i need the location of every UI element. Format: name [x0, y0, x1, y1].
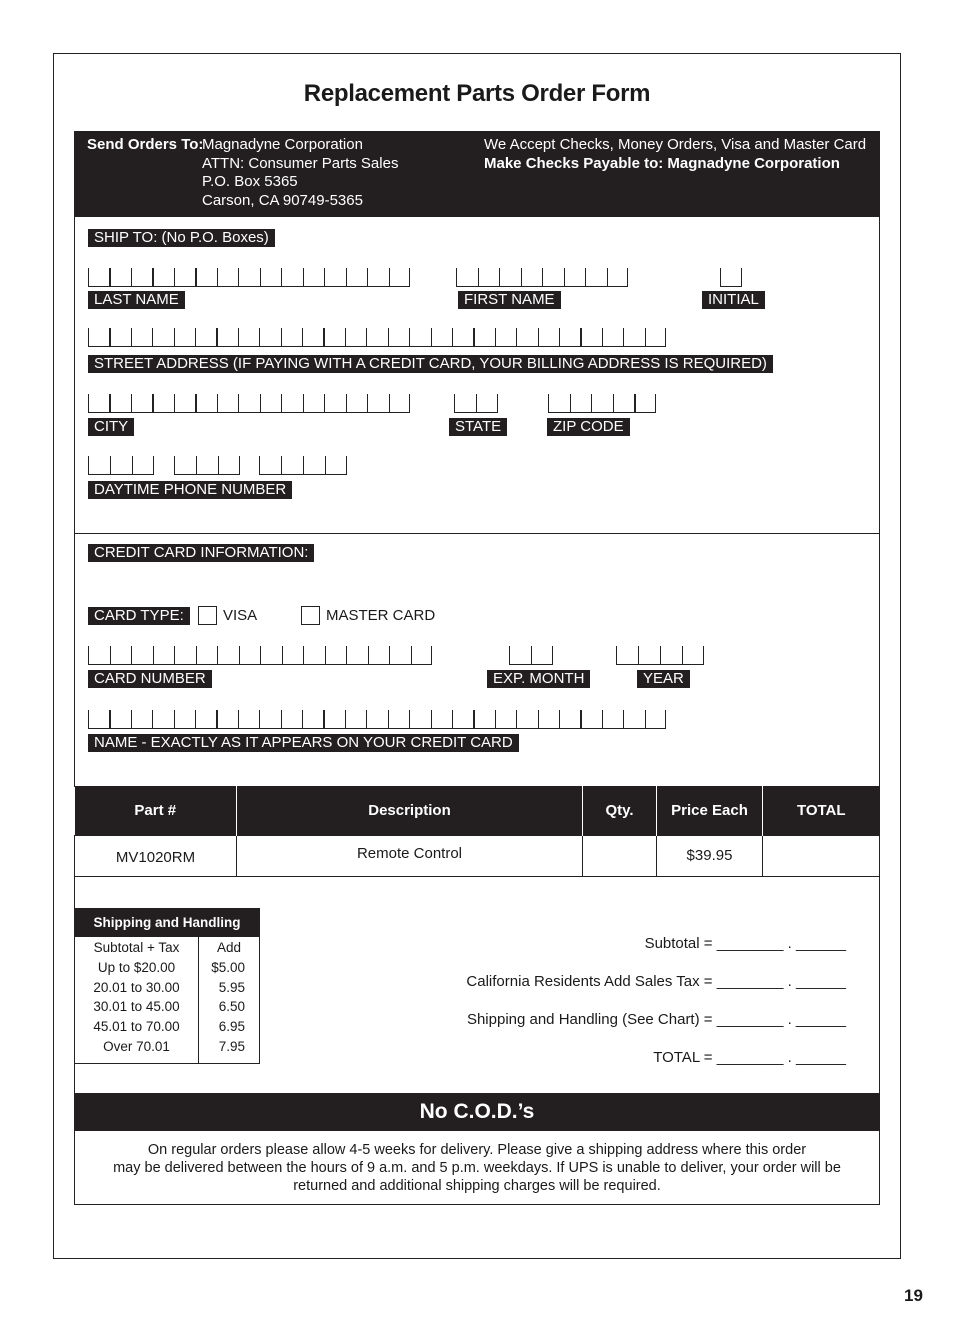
box-divider: [613, 394, 614, 412]
box-divider: [409, 328, 410, 346]
box-divider: [476, 394, 477, 412]
box-divider: [324, 268, 325, 286]
page-title: Replacement Parts Order Form: [303, 80, 651, 107]
notice-line: may be delivered between the hours of 9 a.m. and 5 p.m. weekdays. If UPS is unable to deliver, your order will be: [113, 1160, 841, 1176]
box-divider: [216, 710, 217, 728]
grand-total-line[interactable]: TOTAL = ________ . ______: [653, 1049, 846, 1066]
box-divider: [538, 710, 539, 728]
box-divider: [195, 710, 196, 728]
box-divider: [389, 268, 390, 286]
shipping-add: 7.95: [218, 1038, 245, 1054]
shipping-range: 45.01 to 70.00: [93, 1019, 180, 1035]
box-divider: [196, 646, 197, 664]
phone-line-field[interactable]: [259, 457, 347, 475]
box-divider: [239, 646, 240, 664]
address-line: P.O. Box 5365: [202, 173, 298, 190]
box-divider: [660, 646, 661, 664]
box-divider: [325, 456, 326, 474]
box-divider: [548, 394, 549, 412]
box-divider: [645, 328, 646, 346]
sales-tax-line[interactable]: California Residents Add Sales Tax = ________ . ______: [466, 973, 846, 990]
box-divider: [131, 710, 132, 728]
delivery-notice: [74, 1131, 880, 1205]
box-divider: [452, 710, 453, 728]
box-divider: [282, 646, 283, 664]
box-divider: [260, 394, 261, 412]
box-divider: [509, 646, 510, 664]
box-divider: [366, 328, 367, 346]
box-divider: [218, 456, 219, 474]
box-divider: [623, 710, 624, 728]
box-divider: [109, 394, 110, 412]
box-divider: [623, 328, 624, 346]
box-divider: [345, 710, 346, 728]
shipping-range-column: [75, 937, 199, 1063]
box-divider: [580, 328, 581, 346]
shipping-range: Over 70.01: [103, 1038, 170, 1054]
box-divider: [174, 328, 175, 346]
box-divider: [499, 268, 500, 286]
box-divider: [431, 646, 432, 664]
box-divider: [456, 268, 457, 286]
box-divider: [217, 394, 218, 412]
payable-to: Make Checks Payable to: Magnadyne Corporation: [484, 154, 840, 172]
part-number-cell: MV1020RM: [75, 835, 237, 876]
box-divider: [495, 328, 496, 346]
box-divider: [195, 268, 196, 286]
phone-area-code-field[interactable]: [88, 457, 154, 475]
state-label: STATE: [449, 418, 507, 436]
shipping-range: 20.01 to 30.00: [93, 979, 180, 995]
box-divider: [260, 646, 261, 664]
box-divider: [346, 456, 347, 474]
exp-month-label: EXP. MONTH: [487, 670, 590, 688]
box-divider: [409, 268, 410, 286]
column-header-price: Price Each: [657, 786, 763, 835]
credit-card-heading: CREDIT CARD INFORMATION:: [88, 544, 314, 562]
box-divider: [174, 456, 175, 474]
box-divider: [741, 268, 742, 286]
box-divider: [302, 328, 303, 346]
column-header-total: TOTAL: [763, 786, 880, 835]
box-divider: [325, 646, 326, 664]
mailing-address: [202, 136, 398, 210]
box-divider: [602, 710, 603, 728]
qty-cell[interactable]: [583, 835, 657, 876]
box-divider: [585, 268, 586, 286]
first-name-label: FIRST NAME: [458, 291, 561, 309]
box-divider: [174, 710, 175, 728]
box-divider: [638, 646, 639, 664]
box-divider: [431, 710, 432, 728]
shipping-handling-chart: [74, 908, 260, 1064]
box-divider: [521, 268, 522, 286]
box-divider: [281, 456, 282, 474]
box-divider: [516, 328, 517, 346]
initial-label: INITIAL: [702, 291, 765, 309]
box-divider: [345, 328, 346, 346]
box-divider: [655, 394, 656, 412]
shipping-add-column: [199, 937, 259, 1063]
box-divider: [281, 268, 282, 286]
box-divider: [682, 646, 683, 664]
box-divider: [153, 456, 154, 474]
box-divider: [409, 710, 410, 728]
shipping-line[interactable]: Shipping and Handling (See Chart) = ________ . ______: [466, 1011, 846, 1028]
box-divider: [110, 646, 111, 664]
initial-field[interactable]: [720, 269, 742, 287]
box-divider: [303, 646, 304, 664]
box-divider: [239, 456, 240, 474]
box-divider: [346, 268, 347, 286]
column-header-description: Description: [237, 786, 583, 835]
box-divider: [260, 268, 261, 286]
box-divider: [389, 646, 390, 664]
cardholder-name-field[interactable]: [88, 711, 666, 729]
box-divider: [238, 710, 239, 728]
visa-checkbox[interactable]: [198, 606, 217, 625]
box-divider: [152, 710, 153, 728]
phone-label: DAYTIME PHONE NUMBER: [88, 481, 292, 499]
price-cell: $39.95: [657, 835, 763, 876]
box-divider: [174, 646, 175, 664]
box-divider: [131, 646, 132, 664]
box-divider: [174, 394, 175, 412]
box-divider: [703, 646, 704, 664]
shipping-add: $5.00: [211, 959, 245, 975]
no-cod-banner: No C.O.D.’s: [74, 1093, 880, 1131]
shipping-range: Up to $20.00: [97, 959, 176, 975]
box-divider: [627, 268, 628, 286]
box-divider: [238, 268, 239, 286]
box-divider: [281, 710, 282, 728]
box-divider: [665, 328, 666, 346]
box-divider: [324, 394, 325, 412]
description-cell: Remote Control: [237, 835, 583, 876]
page-number: 19: [904, 1286, 923, 1305]
box-divider: [109, 268, 110, 286]
send-orders-band: [74, 131, 880, 217]
street-address-label: STREET ADDRESS (IF PAYING WITH A CREDIT CARD, YOUR BILLING ADDRESS IS REQUIRED): [88, 355, 773, 373]
payment-accepted: We Accept Checks, Money Orders, Visa and Master Card: [484, 136, 867, 153]
box-divider: [388, 328, 389, 346]
visa-label: VISA: [223, 607, 258, 624]
box-divider: [303, 394, 304, 412]
box-divider: [88, 710, 89, 728]
table-row: [75, 835, 880, 876]
box-divider: [388, 710, 389, 728]
address-line: Carson, CA 90749-5365: [202, 191, 363, 209]
box-divider: [616, 646, 617, 664]
box-divider: [238, 394, 239, 412]
address-line: Magnadyne Corporation: [202, 136, 363, 153]
box-divider: [367, 268, 368, 286]
box-divider: [152, 394, 153, 412]
city-label: CITY: [88, 418, 134, 436]
box-divider: [259, 328, 260, 346]
box-divider: [196, 456, 197, 474]
box-divider: [131, 328, 132, 346]
box-divider: [131, 268, 132, 286]
shipping-add: 5.95: [218, 979, 245, 995]
card-type-label: CARD TYPE:: [88, 607, 190, 625]
box-divider: [109, 328, 110, 346]
box-divider: [473, 328, 474, 346]
box-divider: [367, 394, 368, 412]
box-divider: [303, 456, 304, 474]
box-divider: [665, 710, 666, 728]
box-divider: [564, 268, 565, 286]
box-divider: [346, 646, 347, 664]
send-orders-label: Send Orders To:: [87, 136, 204, 153]
box-divider: [88, 394, 89, 412]
first-name-field[interactable]: [456, 269, 628, 287]
shipping-col1-header: Subtotal + Tax: [93, 940, 180, 955]
box-divider: [217, 268, 218, 286]
box-divider: [552, 646, 553, 664]
exp-year-label: YEAR: [637, 670, 690, 688]
table-header-row: [75, 786, 880, 835]
box-divider: [602, 328, 603, 346]
credit-card-section: [74, 533, 880, 787]
card-number-field[interactable]: [88, 647, 432, 665]
shipping-handling-heading: Shipping and Handling: [75, 909, 259, 937]
column-header-part: Part #: [75, 786, 237, 835]
box-divider: [538, 328, 539, 346]
notice-line: returned and additional shipping charges will be required.: [293, 1178, 661, 1194]
box-divider: [259, 456, 260, 474]
box-divider: [409, 394, 410, 412]
box-divider: [132, 456, 133, 474]
box-divider: [607, 268, 608, 286]
box-divider: [281, 328, 282, 346]
shipping-add: 6.95: [218, 1019, 245, 1035]
cardholder-name-label: NAME - EXACTLY AS IT APPEARS ON YOUR CREDIT CARD: [88, 734, 519, 752]
box-divider: [303, 268, 304, 286]
city-field[interactable]: [88, 395, 410, 413]
shipping-add: 6.50: [218, 999, 245, 1015]
box-divider: [497, 394, 498, 412]
box-divider: [195, 394, 196, 412]
box-divider: [478, 268, 479, 286]
box-divider: [389, 394, 390, 412]
box-divider: [559, 328, 560, 346]
ship-to-heading: SHIP TO: (No P.O. Boxes): [88, 229, 275, 247]
box-divider: [570, 394, 571, 412]
street-address-field[interactable]: [88, 329, 666, 347]
mastercard-label: MASTER CARD: [326, 607, 436, 624]
state-field[interactable]: [454, 395, 498, 413]
zip-code-field[interactable]: [548, 395, 656, 413]
box-divider: [88, 646, 89, 664]
box-divider: [411, 646, 412, 664]
payment-info: [484, 136, 866, 173]
box-divider: [431, 328, 432, 346]
phone-prefix-field[interactable]: [174, 457, 240, 475]
last-name-label: LAST NAME: [88, 291, 185, 309]
box-divider: [323, 710, 324, 728]
box-divider: [195, 328, 196, 346]
box-divider: [531, 646, 532, 664]
box-divider: [495, 710, 496, 728]
box-divider: [591, 394, 592, 412]
mastercard-checkbox[interactable]: [301, 606, 320, 625]
parts-table: [74, 786, 880, 877]
box-divider: [580, 710, 581, 728]
box-divider: [152, 328, 153, 346]
box-divider: [559, 710, 560, 728]
box-divider: [88, 328, 89, 346]
box-divider: [88, 268, 89, 286]
box-divider: [452, 328, 453, 346]
box-divider: [516, 710, 517, 728]
column-header-qty: Qty.: [583, 786, 657, 835]
box-divider: [174, 268, 175, 286]
notice-line: On regular orders please allow 4-5 weeks for delivery. Please give a shipping address where this order: [147, 1142, 807, 1158]
shipping-col2-header: Add: [216, 940, 242, 955]
box-divider: [542, 268, 543, 286]
exp-year-field[interactable]: [616, 647, 704, 665]
box-divider: [368, 646, 369, 664]
box-divider: [217, 646, 218, 664]
box-divider: [454, 394, 455, 412]
box-divider: [238, 328, 239, 346]
card-number-label: CARD NUMBER: [88, 670, 212, 688]
box-divider: [88, 456, 89, 474]
address-line: ATTN: Consumer Parts Sales: [202, 154, 399, 172]
last-name-field[interactable]: [88, 269, 410, 287]
box-divider: [473, 710, 474, 728]
box-divider: [720, 268, 721, 286]
box-divider: [302, 710, 303, 728]
box-divider: [153, 646, 154, 664]
box-divider: [634, 394, 635, 412]
box-divider: [366, 710, 367, 728]
box-divider: [152, 268, 153, 286]
box-divider: [645, 710, 646, 728]
box-divider: [131, 394, 132, 412]
box-divider: [323, 328, 324, 346]
box-divider: [346, 394, 347, 412]
box-divider: [110, 456, 111, 474]
total-cell[interactable]: [763, 835, 880, 876]
ship-to-section: [74, 217, 880, 534]
shipping-range: 30.01 to 45.00: [93, 999, 180, 1015]
box-divider: [259, 710, 260, 728]
subtotal-line[interactable]: Subtotal = ________ . ______: [644, 935, 846, 952]
box-divider: [281, 394, 282, 412]
box-divider: [216, 328, 217, 346]
zip-code-label: ZIP CODE: [547, 418, 630, 436]
box-divider: [109, 710, 110, 728]
exp-month-field[interactable]: [509, 647, 553, 665]
